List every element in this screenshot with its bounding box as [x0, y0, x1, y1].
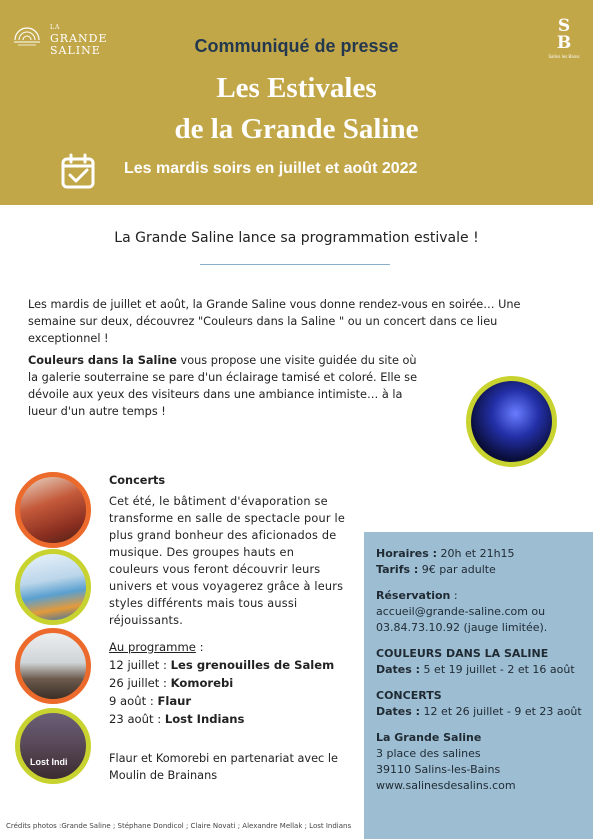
concert-photo-4-text: Lost Indi [30, 757, 68, 767]
spacer [376, 720, 593, 730]
spacer [376, 678, 593, 688]
venue-name: La Grande Saline [376, 731, 482, 744]
header-band [0, 0, 593, 205]
venue-address-2: 39110 Salins-les-Bains [376, 763, 501, 776]
program-label: Au programme [109, 640, 196, 654]
concert-photo-1 [15, 472, 91, 548]
press-release-label: Communiqué de presse [194, 36, 399, 56]
venue-website: www.salinesdesalins.com [376, 779, 516, 792]
program-date: 12 juillet : [109, 658, 171, 672]
logo-saline-text: SALINE [50, 44, 101, 57]
program-band: Lost Indians [164, 712, 245, 726]
concerts-dates-label: Dates : [376, 705, 421, 718]
concerts-dates-row [376, 704, 593, 720]
couleurs-text: vous propose une visite guidée du site où la galerie souterraine se pare d'un éclairage tamisé et coloré. Elle se dévoile aux yeux des visiteurs dans une ambiance intimiste… à la lueur d'un autre temps ! [28, 354, 418, 418]
tarifs-label: Tarifs : [376, 563, 419, 576]
partner-note: Flaur et Komorebi en partenariat avec le Moulin de Brainans [109, 752, 338, 782]
couleurs-dates-label: Dates : [376, 663, 421, 676]
program-heading [109, 638, 359, 656]
program-colon: : [195, 640, 204, 654]
program-date: 9 août : [109, 694, 158, 708]
venue-address-1: 3 place des salines [376, 747, 481, 760]
dates-subtitle: Les mardis soirs en juillet et août 2022 [124, 160, 418, 177]
horaires-value: 20h et 21h15 [437, 547, 515, 560]
concerts-info-heading: CONCERTS [376, 689, 442, 702]
program-band: Flaur [157, 694, 192, 708]
logo-grande-text: GRANDE [50, 32, 108, 45]
logo-la-text: LA [50, 24, 61, 31]
tarifs-value: 9€ par adulte [418, 563, 496, 576]
reservation-label: Réservation [376, 589, 451, 602]
concerts-dates-value: 12 et 26 juillet - 9 et 23 août [420, 705, 582, 718]
couleurs-photo [466, 376, 557, 467]
title-line-1: Les Estivales [216, 72, 377, 104]
horaires-row [376, 546, 593, 562]
program-band: Les grenouilles de Salem [170, 658, 335, 672]
logo-letter-s: S [557, 16, 571, 36]
concert-photo-2 [15, 549, 91, 625]
program-date: 23 août : [109, 712, 165, 726]
program-item [109, 710, 359, 728]
logo-letter-b: B [556, 33, 572, 53]
program-item [109, 656, 359, 674]
couleurs-dates-row [376, 662, 593, 678]
tarifs-row [376, 562, 593, 578]
calendar-check-icon [60, 153, 98, 191]
logo-sb-subtext: Salins les Bains [548, 54, 580, 59]
info-box [364, 532, 593, 839]
title-line-2: de la Grande Saline [174, 113, 419, 145]
concert-photo-4 [15, 708, 91, 784]
reservation-row [376, 588, 593, 604]
divider-line [200, 264, 390, 265]
program-item [109, 674, 359, 692]
couleurs-dates-value: 5 et 19 juillet - 2 et 16 août [420, 663, 575, 676]
spacer [376, 636, 593, 646]
program-list [109, 638, 359, 728]
lead-sentence: La Grande Saline lance sa programmation estivale ! [114, 230, 479, 246]
program-item [109, 692, 359, 710]
reservation-colon: : [450, 589, 458, 602]
reservation-email: accueil@grande-saline.com ou [376, 605, 546, 618]
concert-photo-3 [15, 628, 91, 704]
couleurs-heading: COULEURS DANS LA SALINE [376, 647, 549, 660]
reservation-phone: 03.84.73.10.92 (jauge limitée). [376, 621, 548, 634]
program-date: 26 juillet : [109, 676, 171, 690]
couleurs-bold-title: Couleurs dans la Saline [28, 354, 177, 367]
photo-credits: Crédits photos :Grande Saline ; Stéphane Dondicol ; Claire Novati ; Alexandre Mellak ; Lost Indians [6, 822, 352, 830]
program-band: Komorebi [170, 676, 234, 690]
spacer [376, 578, 593, 588]
concerts-section [109, 472, 347, 629]
concerts-body: Cet été, le bâtiment d'évaporation se transforme en salle de spectacle pour le plus grand bonheur des aficionados de musique. Des groupes hauts en couleurs vous feront découvrir leurs univers et vous voyagerez grâce à leurs styles différents mais tous aussi réjouissants. [109, 495, 345, 627]
intro-paragraph: Les mardis de juillet et août, la Grande Saline vous donne rendez-vous en soirée… Une semaine sur deux, découvrez "Couleurs dans la Saline " ou un concert dans ce lieu exceptionnel ! [28, 298, 521, 345]
horaires-label: Horaires : [376, 547, 438, 560]
couleurs-paragraph [28, 352, 428, 420]
concerts-heading: Concerts [109, 474, 166, 487]
